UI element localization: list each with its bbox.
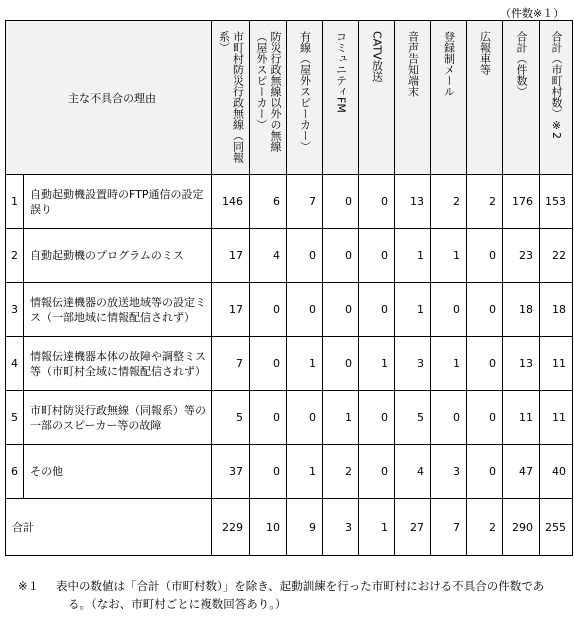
cell-value: 0 [467, 283, 503, 337]
table-row [6, 229, 573, 283]
header-col-5 [359, 21, 395, 175]
header-col-7 [431, 21, 467, 175]
header-col-9-label: 合計（件数） [515, 31, 528, 97]
header-col-6-label: 音声告知端末 [406, 31, 420, 97]
cell-value: 0 [250, 283, 287, 337]
row-reason: 自動起動機のプログラムのミス [24, 229, 212, 283]
total-value: 27 [395, 499, 431, 556]
cell-value: 1 [287, 445, 323, 499]
table-header-row [6, 21, 573, 175]
cell-value: 6 [250, 175, 287, 229]
table-row [6, 391, 573, 445]
total-value: 290 [503, 499, 540, 556]
cell-value: 11 [540, 337, 573, 391]
cell-value: 1 [431, 337, 467, 391]
cell-value: 0 [287, 283, 323, 337]
cell-value: 0 [250, 391, 287, 445]
header-col-2 [250, 21, 287, 175]
table-row [6, 445, 573, 499]
footnote-mark: ※１ [18, 579, 40, 593]
cell-value: 18 [540, 283, 573, 337]
unit-note: （件数※１） [500, 7, 565, 20]
row-reason: その他 [24, 445, 212, 499]
cell-value: 7 [287, 175, 323, 229]
cell-value: 176 [503, 175, 540, 229]
header-col-10-label: 合計（市町村数）※2 [550, 31, 563, 139]
cell-value: 0 [323, 283, 359, 337]
cell-value: 0 [359, 175, 395, 229]
row-number: 4 [6, 337, 24, 391]
cell-value: 11 [540, 391, 573, 445]
row-number: 6 [6, 445, 24, 499]
total-label: 合計 [6, 499, 212, 556]
cell-value: 4 [395, 445, 431, 499]
row-number: 2 [6, 229, 24, 283]
cell-value: 1 [323, 391, 359, 445]
cell-value: 4 [250, 229, 287, 283]
cell-value: 153 [540, 175, 573, 229]
cell-value: 1 [395, 283, 431, 337]
row-reason: 情報伝達機器の放送地域等の設定ミス（一部地域に情報配信されず） [24, 283, 212, 337]
cell-value: 37 [212, 445, 250, 499]
cell-value: 0 [287, 229, 323, 283]
footnote-line-1 [18, 577, 568, 595]
cell-value: 0 [467, 229, 503, 283]
cell-value: 1 [395, 229, 431, 283]
total-value: 2 [467, 499, 503, 556]
cell-value: 0 [323, 175, 359, 229]
total-value: 10 [250, 499, 287, 556]
malfunction-table [5, 20, 573, 556]
row-number: 1 [6, 175, 24, 229]
cell-value: 40 [540, 445, 573, 499]
cell-value: 0 [250, 337, 287, 391]
header-col-7-label: 登録制メール [442, 31, 456, 97]
cell-value: 2 [431, 175, 467, 229]
total-row [6, 499, 573, 556]
cell-value: 0 [359, 229, 395, 283]
cell-value: 0 [431, 391, 467, 445]
header-col-2-label: 防災行政無線以外の無線（屋外スピーカー） [255, 31, 282, 152]
cell-value: 146 [212, 175, 250, 229]
footnote-text-2: る。（なお、市町村ごとに複数回答あり。） [68, 597, 287, 611]
header-col-6 [395, 21, 431, 175]
cell-value: 13 [395, 175, 431, 229]
row-number: 5 [6, 391, 24, 445]
cell-value: 0 [287, 391, 323, 445]
cell-value: 17 [212, 229, 250, 283]
cell-value: 2 [323, 445, 359, 499]
row-reason: 自動起動機設置時のFTP通信の設定誤り [24, 175, 212, 229]
cell-value: 0 [250, 445, 287, 499]
cell-value: 11 [503, 391, 540, 445]
cell-value: 3 [395, 337, 431, 391]
cell-value: 3 [431, 445, 467, 499]
cell-value: 0 [359, 283, 395, 337]
header-col-8-label: 広報車等 [478, 31, 492, 75]
total-value: 255 [540, 499, 573, 556]
total-value: 1 [359, 499, 395, 556]
footnote-text-1: 表中の数値は「合計（市町村数）」を除き、起動訓練を行った市町村における不具合の件数であ [56, 579, 545, 593]
header-col-8 [467, 21, 503, 175]
cell-value: 0 [467, 391, 503, 445]
row-reason: 情報伝達機器本体の故障や調整ミス等（市町村全域に情報配信されず） [24, 337, 212, 391]
row-number: 3 [6, 283, 24, 337]
total-value: 3 [323, 499, 359, 556]
cell-value: 7 [212, 337, 250, 391]
cell-value: 0 [467, 445, 503, 499]
cell-value: 18 [503, 283, 540, 337]
table-row [6, 283, 573, 337]
row-reason: 市町村防災行政無線（同報系）等の一部のスピーカー等の故障 [24, 391, 212, 445]
cell-value: 2 [467, 175, 503, 229]
cell-value: 1 [287, 337, 323, 391]
cell-value: 23 [503, 229, 540, 283]
cell-value: 5 [395, 391, 431, 445]
header-col-4 [323, 21, 359, 175]
total-value: 9 [287, 499, 323, 556]
cell-value: 0 [323, 229, 359, 283]
cell-value: 13 [503, 337, 540, 391]
cell-value: 0 [359, 445, 395, 499]
header-col-1-label: 市町村防災行政無線（同報系） [217, 31, 245, 163]
header-col-4-label: コミュニティFM [334, 31, 348, 113]
cell-value: 47 [503, 445, 540, 499]
header-col-3-label: 有線（屋外スピーカー） [298, 31, 312, 152]
cell-value: 0 [359, 391, 395, 445]
cell-value: 0 [467, 337, 503, 391]
header-col-10 [540, 21, 573, 175]
cell-value: 1 [359, 337, 395, 391]
cell-value: 5 [212, 391, 250, 445]
total-value: 229 [212, 499, 250, 556]
header-col-5-label: CATV放送 [370, 31, 384, 82]
cell-value: 17 [212, 283, 250, 337]
table-row [6, 337, 573, 391]
header-col-3 [287, 21, 323, 175]
footnote [18, 577, 568, 613]
header-col-9 [503, 21, 540, 175]
total-value: 7 [431, 499, 467, 556]
cell-value: 1 [431, 229, 467, 283]
header-col-1 [212, 21, 250, 175]
cell-value: 0 [323, 337, 359, 391]
table-row [6, 175, 573, 229]
cell-value: 22 [540, 229, 573, 283]
header-reason: 主な不具合の理由 [6, 21, 212, 175]
cell-value: 0 [431, 283, 467, 337]
